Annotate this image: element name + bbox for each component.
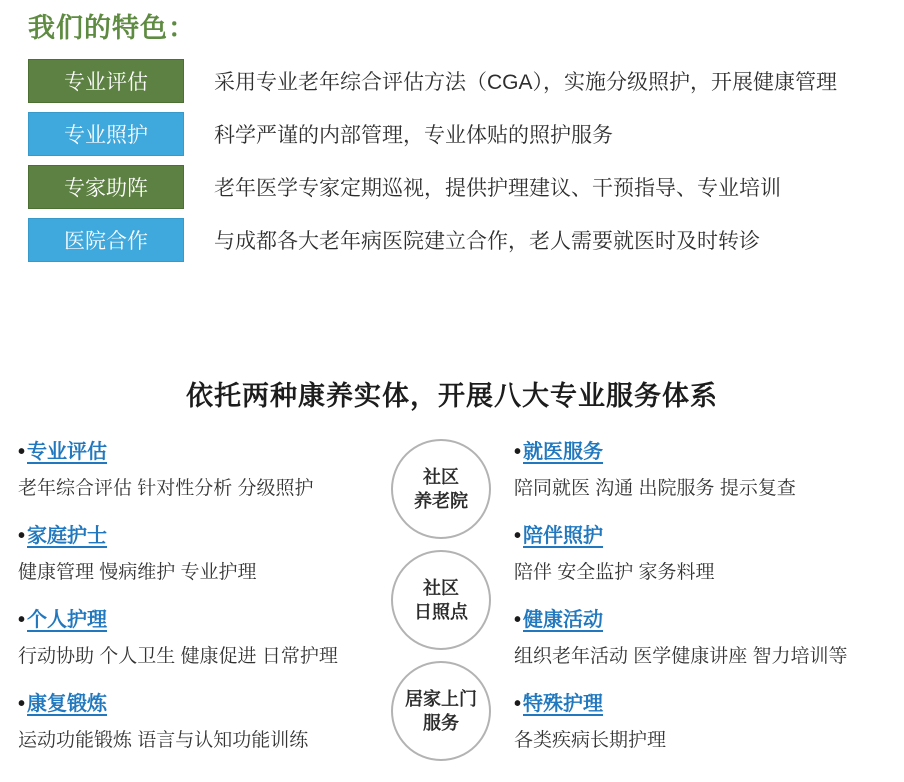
services-column-right (510, 435, 904, 772)
bullet-icon: • (514, 441, 522, 463)
feature-description: 与成都各大老年病医院建立合作，老人需要就医时及时转诊 (214, 230, 760, 253)
service-description: 老年综合评估 针对性分析 分级照护 (18, 478, 314, 499)
services-heading: 依托两种康养实体，开展八大专业服务体系 (186, 381, 718, 411)
service-item (18, 687, 372, 752)
service-link-left-1[interactable]: 专业评估 (27, 441, 108, 463)
service-item (18, 603, 372, 668)
entity-line: 社区 (423, 466, 459, 487)
feature-badge-care: 专业照护 (28, 112, 184, 156)
service-item (18, 435, 372, 500)
service-title-row (18, 603, 372, 632)
services-column-left (18, 435, 372, 772)
service-description: 运动功能锻炼 语言与认知功能训练 (18, 730, 309, 751)
feature-description: 采用专业老年综合评估方法（CGA），实施分级照护，开展健康管理 (214, 71, 838, 94)
bullet-icon: • (18, 609, 26, 631)
service-link-left-3[interactable]: 个人护理 (27, 609, 108, 631)
service-description: 组织老年活动 医学健康讲座 智力培训等 (514, 646, 848, 667)
feature-description: 老年医学专家定期巡视，提供护理建议、干预指导、专业培训 (214, 177, 781, 200)
entity-line: 养老院 (414, 491, 468, 511)
service-title-row (514, 519, 904, 548)
service-description: 健康管理 慢病维护 专业护理 (18, 562, 257, 583)
service-description: 行动协助 个人卫生 健康促进 日常护理 (18, 646, 338, 667)
feature-badge-assessment: 专业评估 (28, 59, 184, 103)
service-item (514, 435, 904, 500)
entity-line: 居家上门 (405, 688, 477, 709)
entity-line: 服务 (423, 713, 459, 733)
services-grid (0, 435, 904, 772)
feature-badge-experts: 专家助阵 (28, 165, 184, 209)
service-title-row (514, 687, 904, 716)
service-title-row (18, 687, 372, 716)
service-link-right-4[interactable]: 特殊护理 (523, 693, 604, 715)
entity-circle-home-visit (391, 661, 491, 761)
entity-line: 日照点 (414, 602, 468, 622)
service-item (514, 687, 904, 752)
service-description: 陪同就医 沟通 出院服务 提示复查 (514, 478, 796, 499)
feature-row (28, 112, 904, 156)
feature-row (28, 218, 904, 262)
service-link-right-1[interactable]: 就医服务 (523, 441, 604, 463)
service-link-left-2[interactable]: 家庭护士 (27, 525, 108, 547)
service-link-right-3[interactable]: 健康活动 (523, 609, 604, 631)
feature-row (28, 59, 904, 103)
bullet-icon: • (18, 525, 26, 547)
bullet-icon: • (18, 693, 26, 715)
service-title-row (18, 435, 372, 464)
feature-badge-hospital: 医院合作 (28, 218, 184, 262)
entity-circle-daycare-point (391, 550, 491, 650)
service-description: 陪伴 安全监护 家务料理 (514, 562, 715, 583)
care-entities-column (372, 435, 510, 772)
service-link-right-2[interactable]: 陪伴照护 (523, 525, 604, 547)
service-item (514, 519, 904, 584)
service-link-left-4[interactable]: 康复锻炼 (27, 693, 108, 715)
service-title-row (514, 435, 904, 464)
service-title-row (514, 603, 904, 632)
service-item (18, 519, 372, 584)
bullet-icon: • (514, 609, 522, 631)
services-section (0, 374, 904, 772)
feature-row (28, 165, 904, 209)
bullet-icon: • (18, 441, 26, 463)
feature-description: 科学严谨的内部管理，专业体贴的照护服务 (214, 124, 613, 147)
entity-circle-community-home (391, 439, 491, 539)
bullet-icon: • (514, 525, 522, 547)
service-item (514, 603, 904, 668)
bullet-icon: • (514, 693, 522, 715)
service-description: 各类疾病长期护理 (514, 730, 667, 751)
entity-line: 社区 (423, 577, 459, 598)
service-title-row (18, 519, 372, 548)
features-heading: 我们的特色： (28, 13, 196, 43)
features-section (0, 0, 904, 262)
